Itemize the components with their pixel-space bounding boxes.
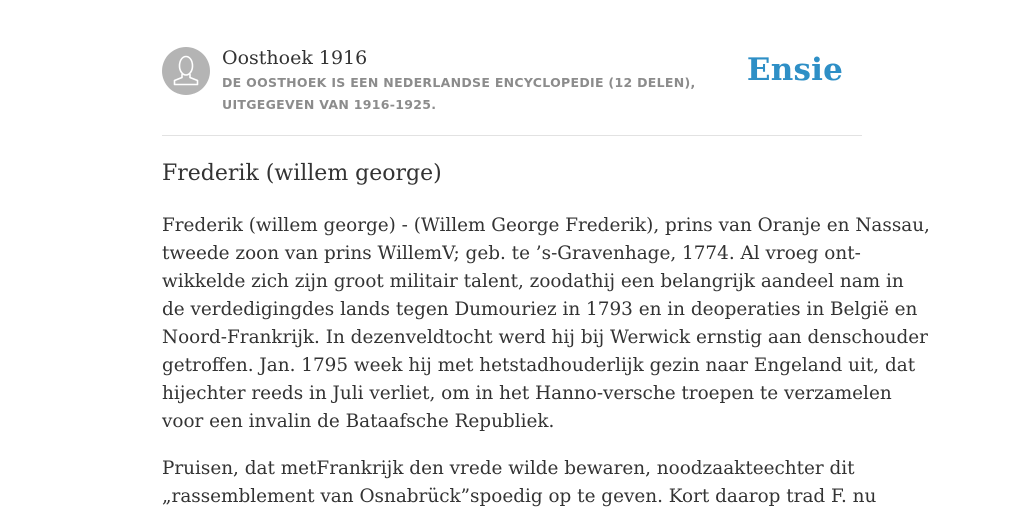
header-divider [162,135,862,136]
paragraph-line: wikkelde zich zijn groot militair talent, zoodathij een belangrijk aandeel nam in [162,271,904,292]
paragraph-line: getroffen. Jan. 1795 week hij met hetstadhouderlijk gezin naar Engeland uit, dat [162,355,916,376]
source-title[interactable]: Oosthoek 1916 [222,47,368,69]
paragraph-line: Noord-Frankrijk. In dezenveldtocht werd hij bij Werwick ernstig aan denschouder [162,327,928,348]
article-paragraph [162,455,877,511]
paragraph-line: hijechter reeds in Juli verliet, om in het Hanno-versche troepen te verzamelen [162,383,892,404]
paragraph-line: „rassemblement van Osnabrück”spoedig op te geven. Kort daarop trad F. nu [162,486,877,507]
source-avatar[interactable] [162,47,210,95]
source-description: DE OOSTHOEK IS EEN NEDERLANDSE ENCYCLOPEDIE (12 DELEN), UITGEGEVEN VAN 1916-1925. [222,75,696,112]
source-header [162,46,862,136]
paragraph-line: tweede zoon van prins WillemV; geb. te ’s-Gravenhage, 1774. Al vroeg ont- [162,243,861,264]
article-paragraph [162,212,930,436]
user-silhouette-icon [162,47,210,95]
article-title: Frederik (willem george) [162,161,442,186]
paragraph-line: voor een invalin de Bataafsche Republiek. [162,411,555,432]
paragraph-line: Pruisen, dat metFrankrijk den vrede wilde bewaren, noodzaakteechter dit [162,458,855,479]
paragraph-line: de verdedigingdes lands tegen Dumouriez in 1793 en in deoperaties in België en [162,299,918,320]
brand-logo[interactable]: Ensie [746,52,843,88]
paragraph-line: Frederik (willem george) - (Willem George Frederik), prins van Oranje en Nassau, [162,215,930,236]
